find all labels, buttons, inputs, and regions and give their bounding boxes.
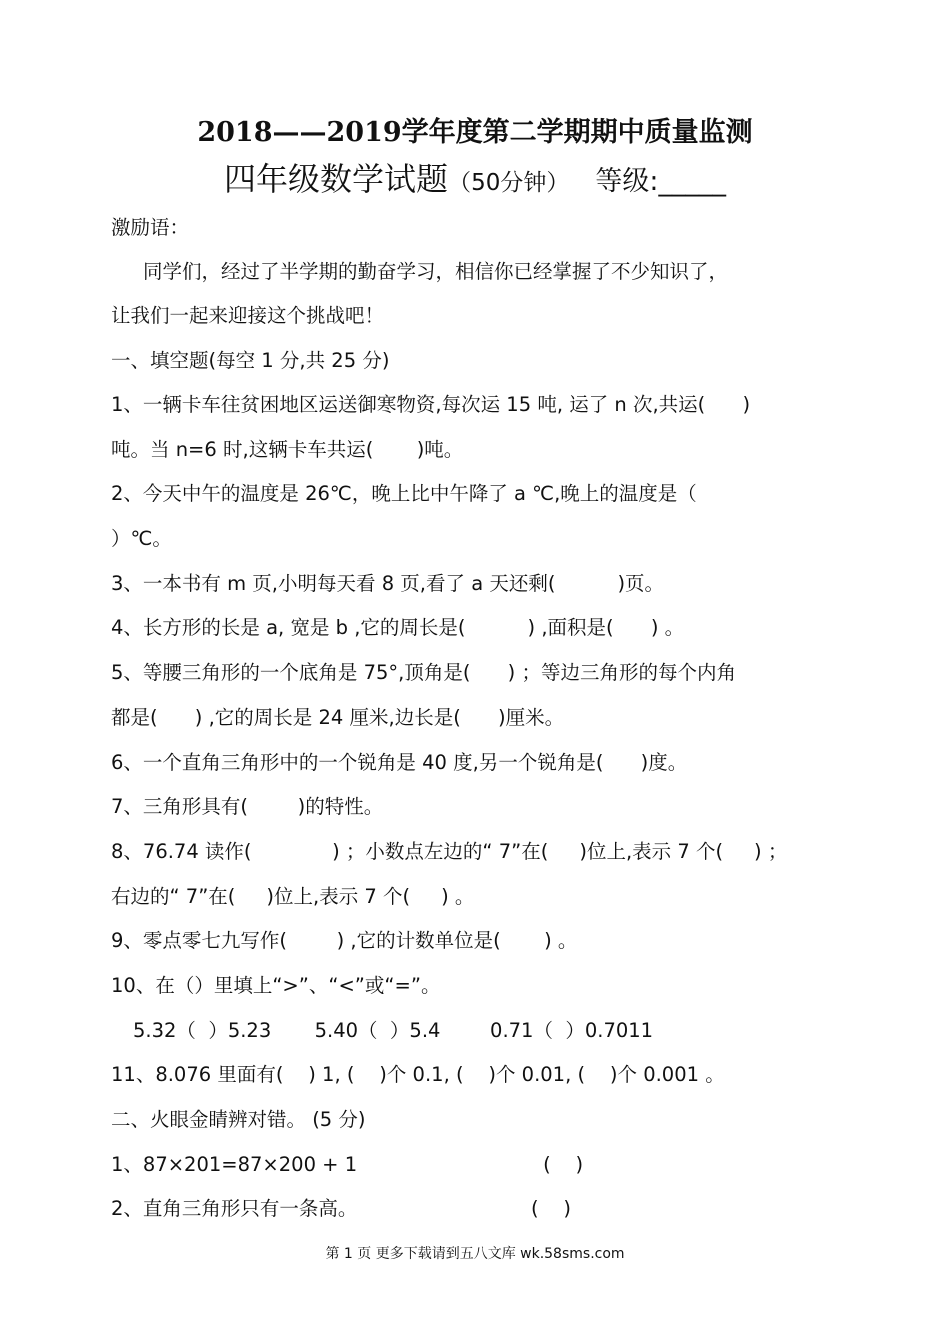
question-line: 都是( ) ,它的周长是 24 厘米,边长是( )厘米。 bbox=[111, 706, 565, 729]
intro-label: 激励语： bbox=[111, 216, 190, 239]
judge-question: 1、87×201=87×200 + 1 ( ) bbox=[111, 1153, 584, 1176]
section-1-title: 一、填空题(每空 1 分,共 25 分) bbox=[111, 349, 390, 372]
comparison-row: 5.32（ ）5.23 5.40（ ）5.4 0.71（ ）0.7011 bbox=[133, 1019, 654, 1042]
grade-field: 等级:_____ bbox=[595, 166, 726, 197]
judge-question: 2、直角三角形只有一条高。 ( ) bbox=[111, 1197, 571, 1220]
exam-subtitle-row bbox=[0, 157, 950, 205]
question-line: 6、一个直角三角形中的一个锐角是 40 度,另一个锐角是( )度。 bbox=[111, 751, 688, 774]
question-line: 8、76.74 读作( ) ；小数点左边的“ 7”在( )位上,表示 7 个( ) ； bbox=[111, 840, 788, 863]
exam-title: 2018——2019学年度第二学期期中质量监测 bbox=[197, 117, 753, 148]
exam-duration: （50分钟） bbox=[448, 170, 570, 196]
question-line: 7、三角形具有( )的特性。 bbox=[111, 795, 384, 818]
question-line: 4、长方形的长是 a, 宽是 b ,它的周长是( ) ,面积是( ) 。 bbox=[111, 616, 685, 639]
exam-subtitle: 四年级数学试题 bbox=[224, 160, 449, 198]
question-line: ）℃。 bbox=[111, 527, 172, 550]
question-line: 11、8.076 里面有( ) 1, ( )个 0.1, ( )个 0.01, ( )个 0.001 。 bbox=[111, 1063, 725, 1086]
question-line: 1、一辆卡车往贫困地区运送御寒物资,每次运 15 吨, 运了 n 次,共运( ) bbox=[111, 393, 751, 416]
question-line: 3、一本书有 m 页,小明每天看 8 页,看了 a 天还剩( )页。 bbox=[111, 572, 665, 595]
question-line: 10、在（）里填上“>”、“<”或“=”。 bbox=[111, 974, 441, 997]
question-line: 吨。当 n=6 时,这辆卡车共运( )吨。 bbox=[111, 438, 464, 461]
page-footer: 第 1 页 更多下载请到五八文库 wk.58sms.com bbox=[325, 1246, 625, 1262]
intro-line-2: 让我们一起来迎接这个挑战吧！ bbox=[111, 304, 385, 327]
question-line: 5、等腰三角形的一个底角是 75°,顶角是( ) ；等边三角形的每个内角 bbox=[111, 661, 736, 684]
question-line: 右边的“ 7”在( )位上,表示 7 个( ) 。 bbox=[111, 885, 475, 908]
section-2-title: 二、火眼金睛辨对错。 (5 分) bbox=[111, 1108, 366, 1131]
question-line: 9、零点零七九写作( ) ,它的计数单位是( ) 。 bbox=[111, 929, 578, 952]
intro-line-1: 同学们，经过了半学期的勤奋学习，相信你已经掌握了不少知识了， bbox=[143, 260, 729, 283]
question-line: 2、今天中午的温度是 26℃，晚上比中午降了 a ℃,晚上的温度是（ bbox=[111, 482, 697, 505]
